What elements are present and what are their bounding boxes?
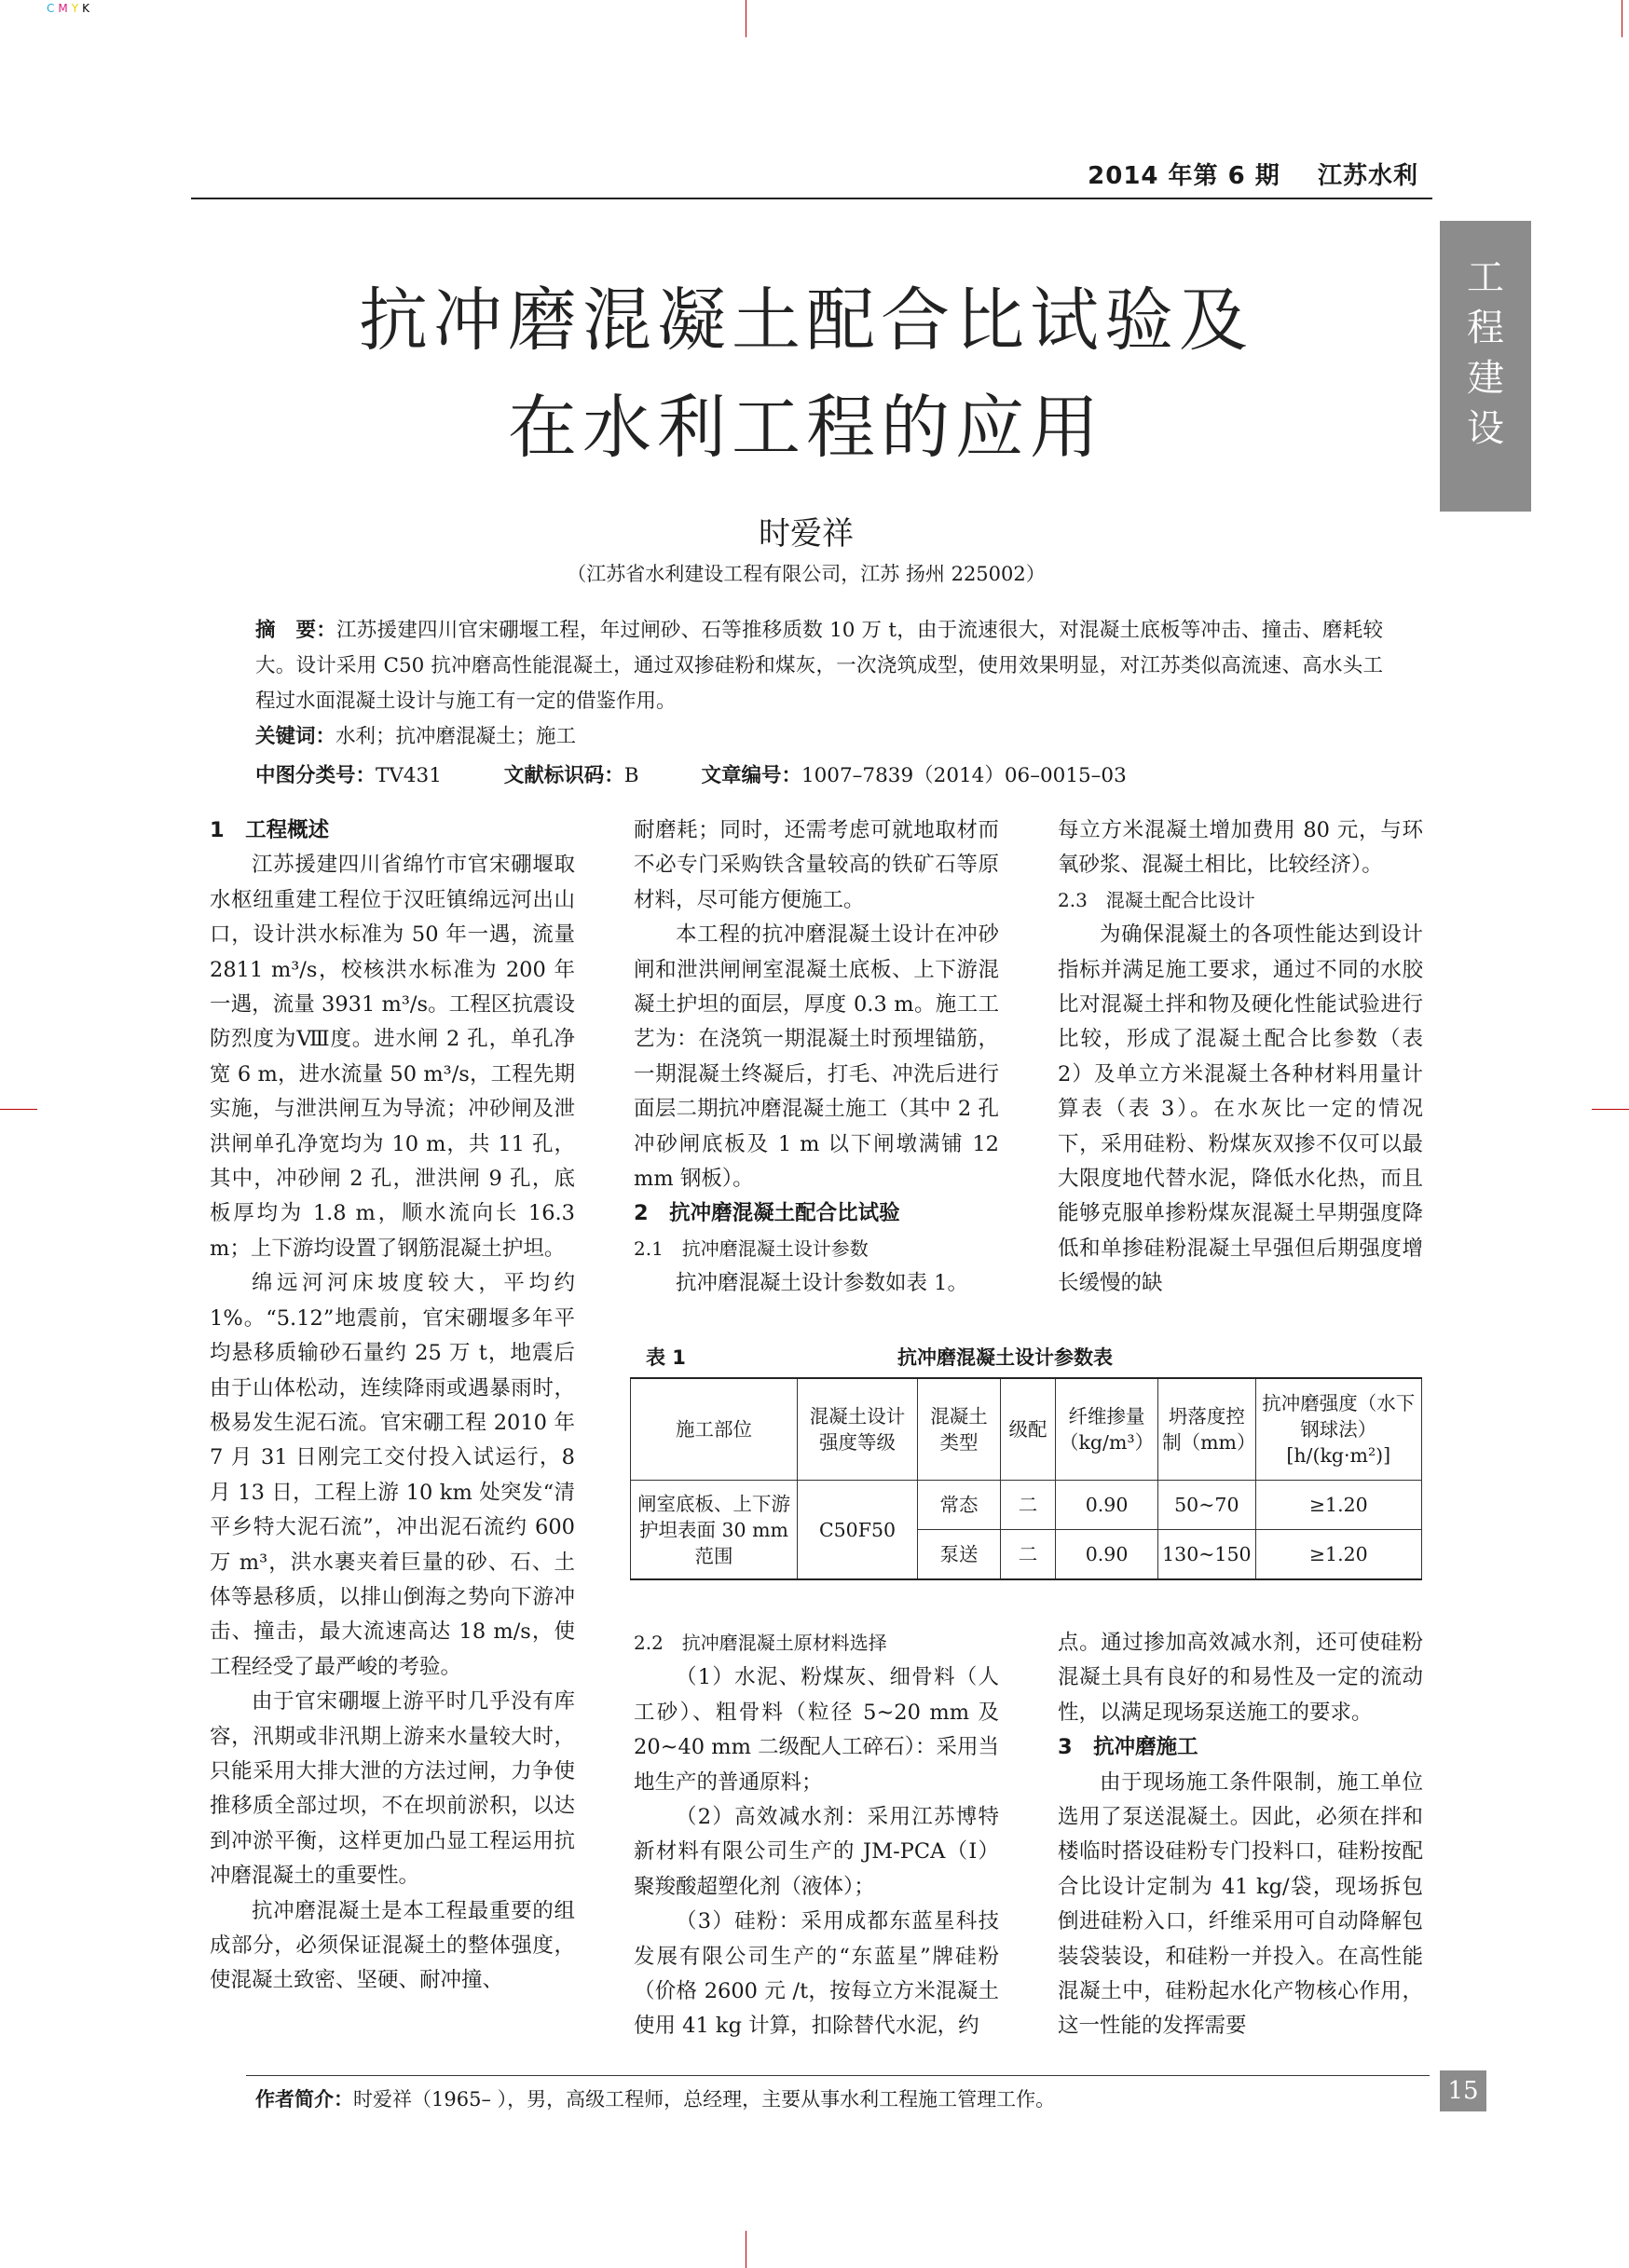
subsection-heading: 2.2 抗冲磨混凝土原材料选择 [634,1632,887,1654]
author-bio: 作者简介：时爱祥（1965– ），男，高级工程师，总经理，主要从事水利工程施工管理工作。 [255,2088,1056,2111]
classification-line: 中图分类号：TV431 文献标识码：B 文章编号：1007–7839（2014）06–0015–03 [255,764,1127,787]
keywords: 关键词：水利；抗冲磨混凝土；施工 [255,725,577,748]
crop-mark [1592,1109,1629,1110]
table-cell: 闸室底板、上下游护坦表面 30 mm 范围 [631,1481,798,1580]
column-2-bottom [634,1626,999,2044]
paragraph: 抗冲磨混凝土设计参数如表 1。 [676,1271,968,1296]
table-row: 泵送 二 0.90 130~150 ≥1.20 [631,1530,1422,1580]
abstract: 摘 要：江苏援建四川官宋硼堰工程，年过闸砂、石等推移质数 10 万 t，由于流速很大，对混凝土底板等冲击、撞击、磨耗较大。设计采用 C50 抗冲磨高性能混凝土，通过双掺硅粉和煤灰，一次浇筑成型，使用效果明显，对江苏类似高流速、高水头工程过水面混凝土设计与施工有一定的借鉴作用。 [255,619,1383,713]
paragraph: 点。通过掺加高效减水剂，还可使硅粉混凝土具有良好的和易性及一定的流动性，以满足现场泵送施工的要求。 [1058,1631,1423,1725]
section-heading: 3 抗冲磨施工 [1058,1735,1198,1760]
article-title-line2: 在水利工程的应用 [508,388,1104,468]
paragraph: 本工程的抗冲磨混凝土设计在冲砂闸和泄洪闸闸室混凝土底板、上下游混凝土护坦的面层，厚度 0.3 m。施工工艺为：在浇筑一期混凝土时预埋锚筋，一期混凝土终凝后，打毛、冲洗后进行面层二期抗冲磨混凝土施工（其中 2 孔冲砂闸底板及 1 m 以下闸墩满铺 12 mm 钢板）。 [634,922,999,1192]
section-heading: 2 抗冲磨混凝土配合比试验 [634,1201,900,1226]
table-row: 闸室底板、上下游护坦表面 30 mm 范围 C50F50 常态 二 0.90 50~70 ≥1.20 [631,1481,1422,1530]
column-3-top [1058,813,1423,1302]
column-1 [210,813,575,1999]
subsection-heading: 2.3 混凝土配合比设计 [1058,888,1255,911]
section-tab: 工 程 建 设 [1440,221,1531,512]
table-cell: C50F50 [798,1481,918,1580]
running-header [1088,157,1418,191]
paragraph: 耐磨耗；同时，还需考虑可就地取材而不必专门采购铁含量较高的铁矿石等原材料，尽可能方便施工。 [634,818,999,912]
design-parameter-table [630,1377,1422,1580]
paragraph: 每立方米混凝土增加费用 80 元，与环氧砂浆、混凝土相比，比较经济）。 [1058,818,1423,878]
subsection-heading: 2.1 抗冲磨混凝土设计参数 [634,1236,869,1260]
paragraph: 江苏援建四川省绵竹市官宋硼堰取水枢纽重建工程位于汉旺镇绵远河出山口，设计洪水标准为 50 年一遇，流量 2811 m³/s，校核洪水标准为 200 年一遇，流量 3931 m³/s。工程区抗震设防烈度为Ⅷ度。进水闸 2 孔，单孔净宽 6 m，进水流量 50 m³/s，工程先期实施，与泄洪闸互为导流；冲砂闸及泄洪闸单孔净宽均为 10 m，共 11 孔，其中，冲砂闸 2 孔，泄洪闸 9 孔，底板厚均为 1.8 m，顺水流向长 16.3 m；上下游均设置了钢筋混凝土护坦。 [210,853,575,1261]
paragraph: （1）水泥、粉煤灰、细骨料（人工砂）、粗骨料（粒径 5~20 mm 及 20~40 mm 二级配人工碎石）：采用当地生产的普通原料； [634,1665,999,1795]
paragraph: （3）硅粉：采用成都东蓝星科技发展有限公司生产的“东蓝星”牌硅粉（价格 2600 元 /t，按每立方米混凝土使用 41 kg 计算，扣除替代水泥，约 [634,1909,999,2039]
issue: 2014 年第 6 期 [1088,162,1280,190]
affiliation: （江苏省水利建设工程有限公司，江苏 扬州 225002） [567,563,1046,585]
journal-name: 江苏水利 [1317,162,1418,190]
author-name: 时爱祥 [759,515,854,553]
paragraph: （2）高效减水剂：采用江苏博特新材料有限公司生产的 JM-PCA（Ⅰ）聚羧酸超塑化剂（液体）； [634,1805,999,1899]
page-number: 15 [1440,2070,1486,2111]
table-header-row: 施工部位 混凝土设计强度等级 混凝土类型 级配 纤维掺量（kg/m³） 坍落度控制（mm） 抗冲磨强度（水下钢球法）[h/(kg·m²)] [631,1378,1422,1481]
crop-mark [0,1109,37,1110]
column-3-bottom [1058,1626,1423,2044]
paragraph: 抗冲磨混凝土是本工程最重要的组成部分，必须保证混凝土的整体强度，使混凝土致密、坚硬、耐冲撞、 [210,1898,575,1993]
footnote-rule [246,2075,1430,2076]
cmyk-color-marks: CMYK [47,2,93,15]
section-heading: 1 工程概述 [210,818,330,842]
column-2-top [634,813,999,1302]
article-title-line1: 抗冲磨混凝土配合比试验及 [359,280,1253,361]
paragraph: 由于现场施工条件限制，施工单位选用了泵送混凝土。因此，必须在拌和楼临时搭设硅粉专门投料口，硅粉按配合比设计定制为 41 kg/袋，现场拆包倒进硅粉入口，纤维采用可自动降解包装袋装设，和硅粉一并投入。在高性能混凝土中，硅粉起水化产物核心作用，这一性能的发挥需要 [1058,1769,1423,2039]
header-rule [191,198,1432,199]
paragraph: 由于官宋硼堰上游平时几乎没有库容，汛期或非汛期上游来水量较大时，只能采用大排大泄的方法过闸，力争使推移质全部过坝，不在坝前淤积，以达到冲淤平衡，这样更加凸显工程运用抗冲磨混凝土的重要性。 [210,1689,575,1889]
paragraph: 为确保混凝土的各项性能达到设计指标并满足施工要求，通过不同的水胶比对混凝土拌和物及硬化性能试验进行比较，形成了混凝土配合比参数（表 2）及单立方米混凝土各种材料用量计算表（表 3）。在水灰比一定的情况下，采用硅粉、粉煤灰双掺不仅可以最大限度地代替水泥，降低水化热，而且能够克服单掺粉煤灰混凝土早期强度降低和单掺硅粉混凝土早强但后期强度增长缓慢的缺 [1058,922,1423,1296]
paragraph: 绵远河河床坡度较大，平均约 1%。“5.12”地震前，官宋硼堰多年平均悬移质输砂石量约 25 万 t，地震后由于山体松动，连续降雨或遇暴雨时，极易发生泥石流。官宋硼工程 2010 年 7 月 31 日刚完工交付投入试运行，8 月 13 日，工程上游 10 km 处突发“清平乡特大泥石流”，冲出泥石流约 600 万 m³，洪水裹夹着巨量的砂、石、土体等悬移质，以排山倒海之势向下游冲击、撞击，最大流速高达 18 m/s，使工程经受了最严峻的考验。 [210,1271,575,1679]
